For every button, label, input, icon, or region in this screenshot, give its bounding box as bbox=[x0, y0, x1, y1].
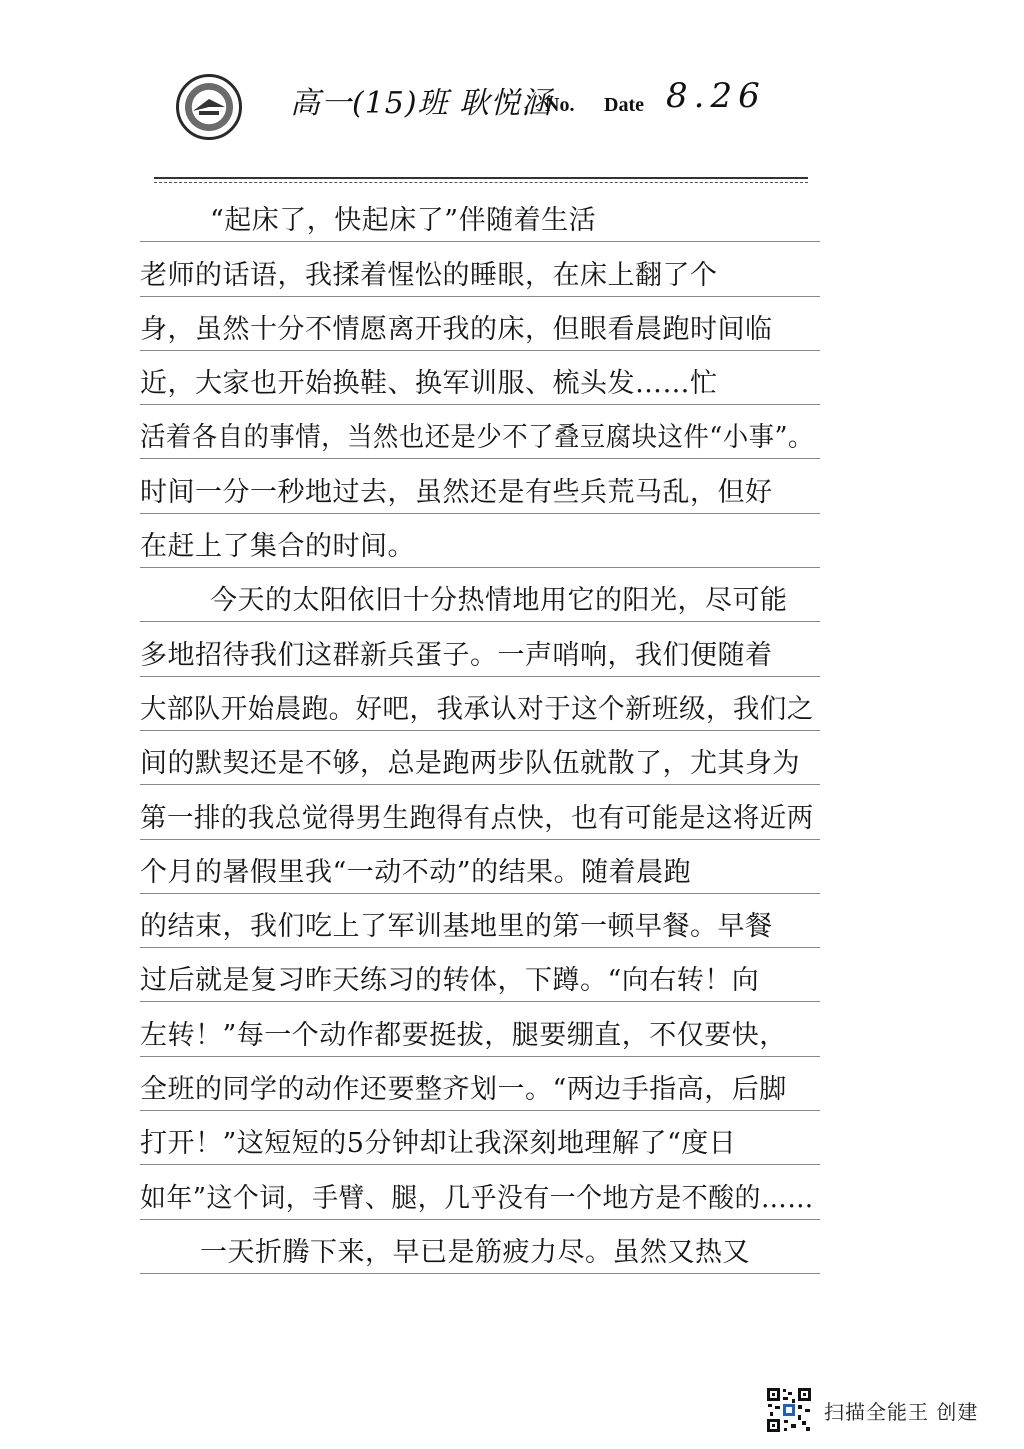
no-label: No. bbox=[545, 94, 575, 116]
line-text: 打开！”这短短的5分钟却让我深刻地理解了“度日 bbox=[140, 1128, 737, 1160]
header-rule bbox=[154, 177, 808, 179]
text-line bbox=[140, 840, 820, 894]
scanner-watermark-text: 扫描全能王 创建 bbox=[824, 1400, 979, 1424]
date-value: 8.26 bbox=[666, 76, 766, 116]
text-line bbox=[140, 459, 820, 513]
line-text: 老师的话语，我揉着惺忪的睡眼，在床上翻了个 bbox=[140, 259, 718, 291]
text-line bbox=[140, 351, 820, 405]
handwritten-text-body bbox=[140, 188, 820, 1274]
text-line bbox=[140, 1220, 820, 1274]
line-text: 时间一分一秒地过去，虽然还是有些兵荒马乱，但好 bbox=[140, 476, 773, 508]
line-text: “起床了，快起床了”伴随着生活 bbox=[210, 205, 597, 237]
line-text: 身，虽然十分不情愿离开我的床，但眼看晨跑时间临 bbox=[140, 313, 773, 345]
line-text: 大部队开始晨跑。好吧，我承认对于这个新班级，我们之 bbox=[140, 693, 814, 725]
student-class-name: 高一(15)班 耿悦涵 bbox=[290, 86, 553, 121]
line-text: 左转！”每一个动作都要挺拔，腿要绷直，不仅要快， bbox=[140, 1019, 787, 1051]
line-text: 一天折腾下来，早已是筋疲力尽。虽然又热又 bbox=[200, 1236, 750, 1268]
text-line bbox=[140, 405, 820, 459]
text-line bbox=[140, 677, 820, 731]
line-text: 活着各自的事情，当然也还是少不了叠豆腐块这件“小事”。 bbox=[140, 422, 814, 454]
line-text: 第一排的我总觉得男生跑得有点快，也有可能是这将近两 bbox=[140, 802, 814, 834]
text-line bbox=[140, 1057, 820, 1111]
qr-code-icon bbox=[766, 1387, 812, 1433]
line-text: 全班的同学的动作还要整齐划一。“两边手指高，后脚 bbox=[140, 1074, 787, 1106]
line-text: 过后就是复习昨天练习的转体，下蹲。“向右转！向 bbox=[140, 965, 760, 997]
line-text: 多地招待我们这群新兵蛋子。一声哨响，我们便随着 bbox=[140, 639, 773, 671]
text-line bbox=[140, 622, 820, 676]
text-line bbox=[140, 242, 820, 296]
line-text: 的结束，我们吃上了军训基地里的第一顿早餐。早餐 bbox=[140, 911, 773, 943]
line-text: 今天的太阳依旧十分热情地用它的阳光，尽可能 bbox=[210, 585, 788, 617]
text-line bbox=[140, 948, 820, 1002]
line-text: 个月的暑假里我“一动不动”的结果。随着晨跑 bbox=[140, 856, 692, 888]
text-line bbox=[140, 731, 820, 785]
school-seal-logo bbox=[176, 74, 242, 140]
line-text: 间的默契还是不够，总是跑两步队伍就散了，尤其身为 bbox=[140, 748, 800, 780]
text-line bbox=[140, 1002, 820, 1056]
text-line bbox=[140, 188, 820, 242]
text-line bbox=[140, 785, 820, 839]
date-label: Date bbox=[604, 94, 644, 116]
text-line bbox=[140, 1111, 820, 1165]
text-line bbox=[140, 514, 820, 568]
text-line bbox=[140, 297, 820, 351]
line-text: 在赶上了集合的时间。 bbox=[140, 531, 415, 563]
header-rule-dashed bbox=[154, 182, 808, 183]
line-text: 如年”这个词，手臂、腿，几乎没有一个地方是不酸的…… bbox=[140, 1182, 814, 1214]
text-line bbox=[140, 894, 820, 948]
text-line bbox=[140, 1165, 820, 1219]
line-text: 近，大家也开始换鞋、换军训服、梳头发……忙 bbox=[140, 368, 718, 400]
text-line bbox=[140, 568, 820, 622]
